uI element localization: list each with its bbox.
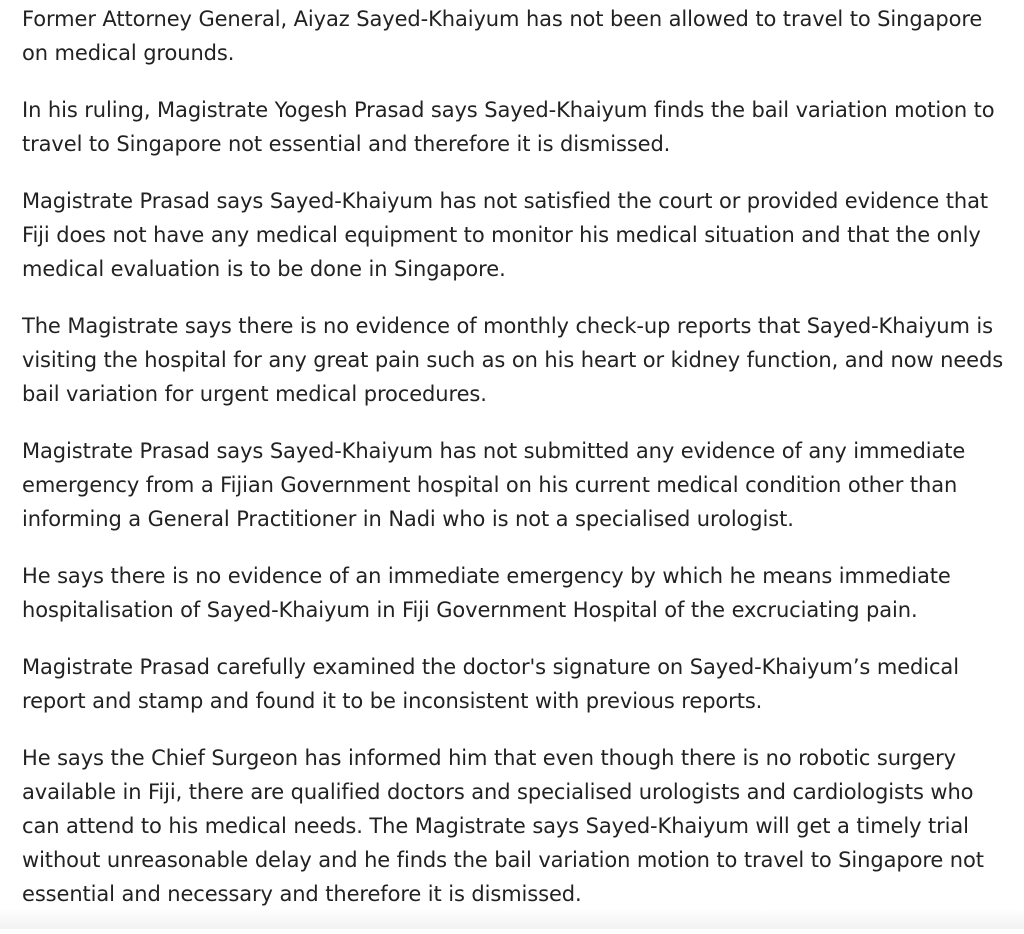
paragraph-7: Magistrate Prasad carefully examined the doctor's signature on Sayed-Khaiyum’s medical report and stamp and found it to be inconsistent with previous reports.: [22, 655, 959, 713]
article-body: [22, 2, 1012, 934]
bottom-edge-shadow: [0, 909, 1024, 929]
paragraph-6: He says there is no evidence of an immediate emergency by which he means immediate hospitalisation of Sayed-Khaiyum in Fiji Government Hospital of the excruciating pain.: [22, 564, 951, 622]
paragraph-4: The Magistrate says there is no evidence of monthly check-up reports that Sayed-Khaiyum is visiting the hospital for any great pain such as on his heart or kidney function, and now needs bail variation for urgent medical procedures.: [22, 314, 1004, 406]
paragraph-8: He says the Chief Surgeon has informed him that even though there is no robotic surgery available in Fiji, there are qualified doctors and specialised urologists and cardiologists who can attend to his medical needs. The Magistrate says Sayed-Khaiyum will get a timely trial without unreasonable delay and he finds the bail variation motion to travel to Singapore not essential and necessary and therefore it is dismissed.: [22, 746, 984, 906]
paragraph-5: Magistrate Prasad says Sayed-Khaiyum has not submitted any evidence of any immediate emergency from a Fijian Government hospital on his current medical condition other than informing a General Practitioner in Nadi who is not a specialised urologist.: [22, 439, 966, 531]
paragraph-2: In his ruling, Magistrate Yogesh Prasad says Sayed-Khaiyum finds the bail variation motion to travel to Singapore not essential and therefore it is dismissed.: [22, 98, 995, 156]
paragraph-1: Former Attorney General, Aiyaz Sayed-Khaiyum has not been allowed to travel to Singapore on medical grounds.: [22, 7, 983, 65]
paragraph-3: Magistrate Prasad says Sayed-Khaiyum has not satisfied the court or provided evidence that Fiji does not have any medical equipment to monitor his medical situation and that the only medical evaluation is to be done in Singapore.: [22, 189, 989, 281]
